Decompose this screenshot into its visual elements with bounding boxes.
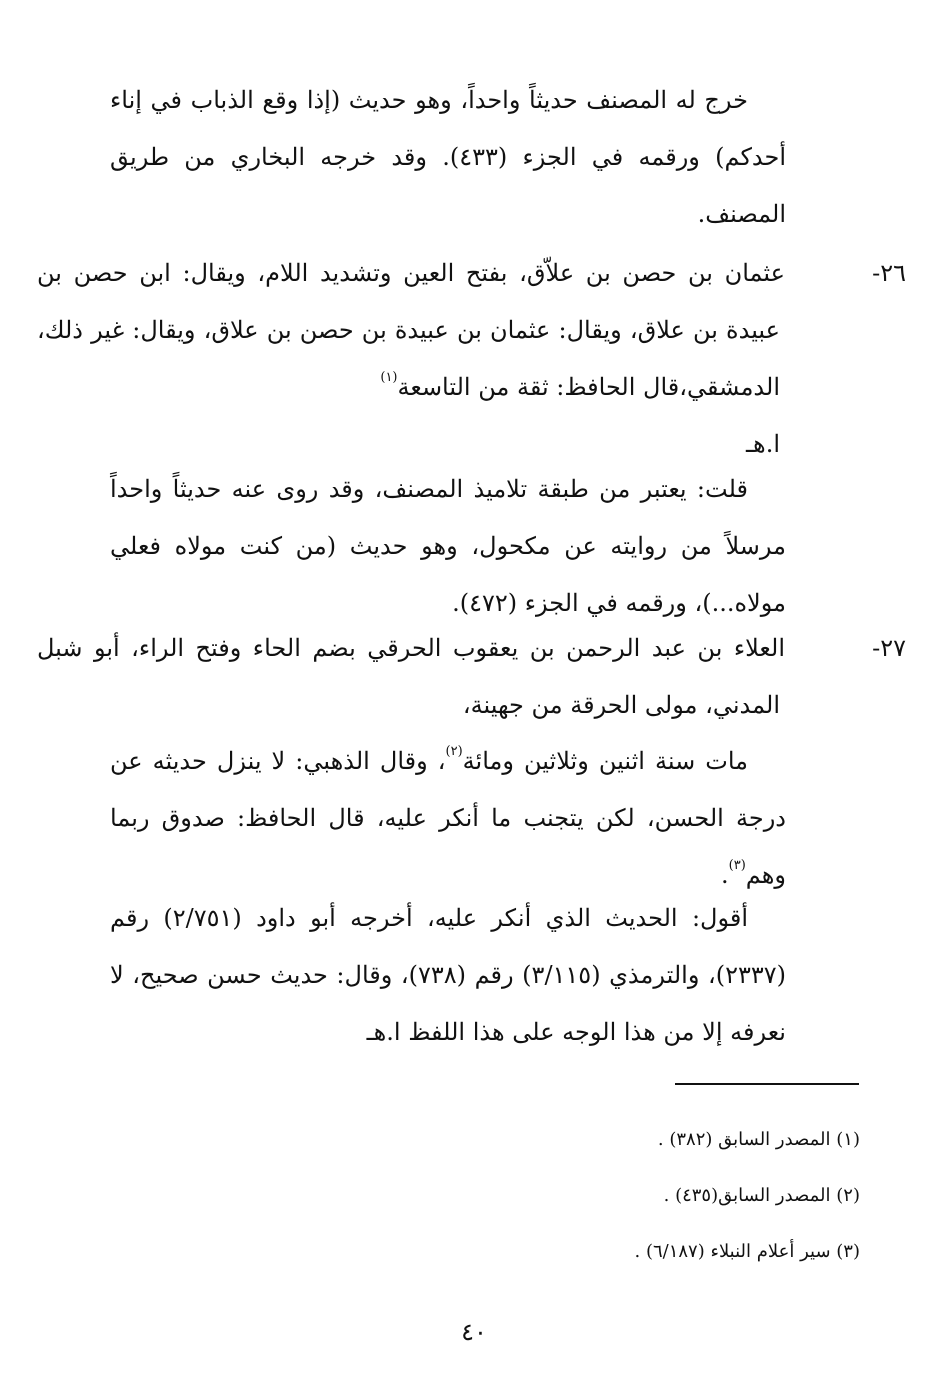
entry-26-tail: ا.هـ [746,430,780,458]
paragraph-1-text: خرج له المصنف حديثاً واحداً، وهو حديث (إذا وقع الذباب في إناء أحدكم) ورقمه في الجزء (٤٣٣). وقد خرجه البخاري من طريق المصنف. [110,86,786,228]
paragraph-3-end: . [721,861,729,889]
paragraph-1 [110,72,786,243]
entry-26 [37,245,906,473]
footnote-ref-2: (٢) [445,744,463,759]
footnote-ref-3: (٣) [728,858,746,873]
page-number: ٤٠ [461,1318,487,1346]
paragraph-3 [110,733,786,904]
entry-27-number: ٢٧- [872,634,906,662]
entry-27 [37,620,906,734]
entry-27-text: العلاء بن عبد الرحمن بن يعقوب الحرقي بضم الحاء وفتح الراء، أبو شبل المدني، مولى الحرقة من جهينة، [37,634,785,719]
paragraph-4-text: أقول: الحديث الذي أنكر عليه، أخرجه أبو داود (٢/٧٥١) رقم (٢٣٣٧)، والترمذي (٣/١١٥) رقم (٧٣٨)، وقال: حديث حسن صحيح، لا نعرفه إلا من هذا الوجه على هذا اللفظ ا.هـ [110,904,787,1046]
paragraph-2-text: قلت: يعتبر من طبقة تلاميذ المصنف، وقد روى عنه حديثاً واحداً مرسلاً من روايته عن مكحول، وهو حديث (من كنت مولاه فعلي مولاه...)، ورقمه في الجزء (٤٧٢). [110,475,786,617]
paragraph-4 [110,890,786,1061]
paragraph-3-middle: ، وقال الذهبي: لا ينزل حديثه عن درجة الحسن، لكن يتجنب ما أنكر عليه، قال الحافظ: صدوق ربما وهم [110,747,786,889]
entry-26-number: ٢٦- [872,259,906,287]
footnote-separator [675,1083,859,1085]
footnote-3: (٣) سير أعلام النبلاء (٦/١٨٧) . [634,1241,860,1262]
entry-26-text: عثمان بن حصن بن علاّق، بفتح العين وتشديد اللام، ويقال: ابن حصن بن عبيدة بن علاق، ويقال: عثمان بن عبيدة بن حصن بن علاق، ويقال: غير ذلك، الدمشقي،قال الحافظ: ثقة من التاسعة [37,259,785,401]
footnote-2: (٢) المصدر السابق(٤٣٥) . [663,1185,860,1206]
footnote-1: (١) المصدر السابق (٣٨٢) . [657,1129,860,1150]
paragraph-2 [110,461,786,632]
paragraph-3-before: مات سنة اثنين وثلاثين ومائة [462,747,749,775]
footnote-ref-1: (١) [380,370,398,385]
